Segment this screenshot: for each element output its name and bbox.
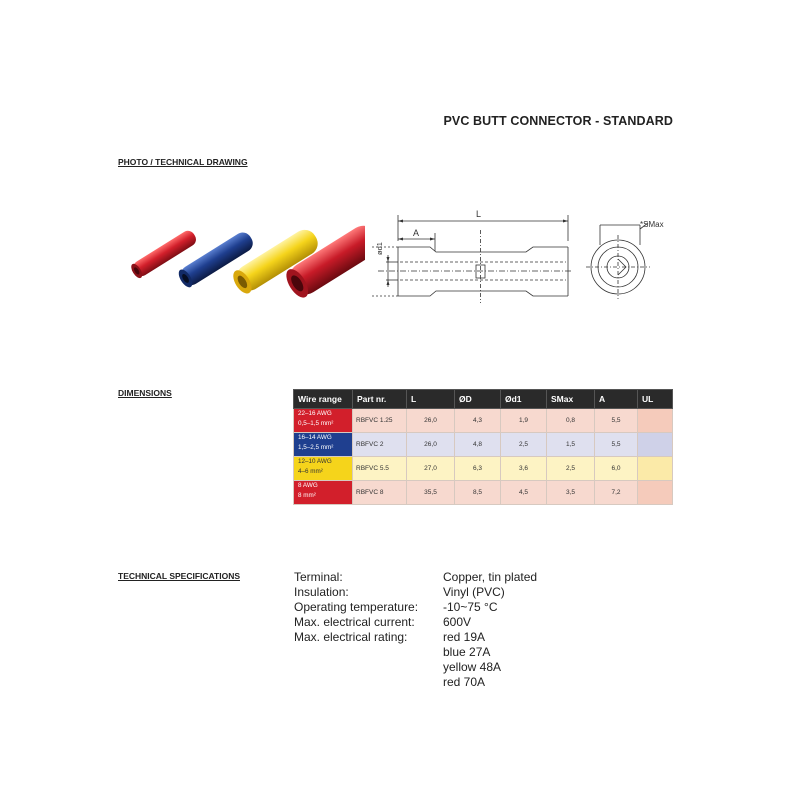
page-title: PVC BUTT CONNECTOR - STANDARD [443, 114, 673, 128]
header-part-nr: Part nr. [353, 390, 407, 409]
ul-cell [638, 457, 673, 481]
table-row [294, 457, 673, 481]
spec-label: Max. electrical current: [294, 615, 415, 629]
od-cell: 4,8 [455, 433, 501, 457]
header-ul: UL [638, 390, 673, 409]
a-cell: 6,0 [595, 457, 638, 481]
od-cell: 8,5 [455, 481, 501, 505]
spec-label: Operating temperature: [294, 600, 419, 614]
od1-cell: 2,5 [501, 433, 547, 457]
spec-value: Copper, tin plated [443, 570, 538, 584]
spec-label: Terminal: [294, 570, 343, 584]
spec-value: Vinyl (PVC) [443, 585, 505, 599]
table-row [294, 409, 673, 433]
od1-cell: 4,5 [501, 481, 547, 505]
a-cell: 5,5 [595, 409, 638, 433]
l-cell: 26,0 [407, 433, 455, 457]
spec-value: blue 27A [443, 645, 491, 659]
spec-value: yellow 48A [443, 660, 502, 674]
od-cell: 6,3 [455, 457, 501, 481]
od1-cell: 3,6 [501, 457, 547, 481]
a-cell: 7,2 [595, 481, 638, 505]
wire-range-cell: 8 AWG 8 mm² [294, 481, 353, 505]
technical-drawing [368, 205, 578, 305]
header-smax: SMax [547, 390, 595, 409]
header-a: A [595, 390, 638, 409]
ul-cell [638, 433, 673, 457]
od-cell: 4,3 [455, 409, 501, 433]
header-wire-range: Wire range [294, 390, 353, 409]
section-heading-dimensions: DIMENSIONS [118, 388, 172, 398]
ul-cell [638, 481, 673, 505]
section-heading-specifications: TECHNICAL SPECIFICATIONS [118, 571, 240, 581]
a-cell: 5,5 [595, 433, 638, 457]
l-cell: 26,0 [407, 409, 455, 433]
section-heading-photo: PHOTO / TECHNICAL DRAWING [118, 157, 248, 167]
spec-value: red 19A [443, 630, 486, 644]
table-row [294, 481, 673, 505]
l-cell: 35,5 [407, 481, 455, 505]
spec-value: -10~75 °C [443, 600, 498, 614]
table-row [294, 433, 673, 457]
part-cell: RBFVC 1.25 [353, 409, 407, 433]
header-od1: Ød1 [501, 390, 547, 409]
part-cell: RBFVC 2 [353, 433, 407, 457]
smax-cell: 1,5 [547, 433, 595, 457]
cross-section-drawing [580, 215, 680, 305]
smax-cell: 3,5 [547, 481, 595, 505]
table-header-row [294, 390, 673, 409]
label-smax: *SMax [640, 220, 664, 229]
header-od: ØD [455, 390, 501, 409]
ul-cell [638, 409, 673, 433]
od1-cell: 1,9 [501, 409, 547, 433]
wire-range-cell: 12–10 AWG 4–6 mm² [294, 457, 353, 481]
spec-value: 600V [443, 615, 472, 629]
spec-label: Max. electrical rating: [294, 630, 408, 644]
wire-range-cell: 22–16 AWG 0,5–1,5 mm² [294, 409, 353, 433]
label-d1: ød1 [375, 242, 384, 255]
smax-cell: 0,8 [547, 409, 595, 433]
connectors-photo [115, 212, 365, 312]
l-cell: 27,0 [407, 457, 455, 481]
dimensions-table [293, 389, 673, 505]
part-cell: RBFVC 5.5 [353, 457, 407, 481]
label-a: A [413, 228, 420, 238]
spec-label: Insulation: [294, 585, 349, 599]
part-cell: RBFVC 8 [353, 481, 407, 505]
header-l: L [407, 390, 455, 409]
label-length: L [476, 209, 482, 219]
wire-range-cell: 16–14 AWG 1,5–2,5 mm² [294, 433, 353, 457]
smax-cell: 2,5 [547, 457, 595, 481]
spec-value: red 70A [443, 675, 486, 689]
